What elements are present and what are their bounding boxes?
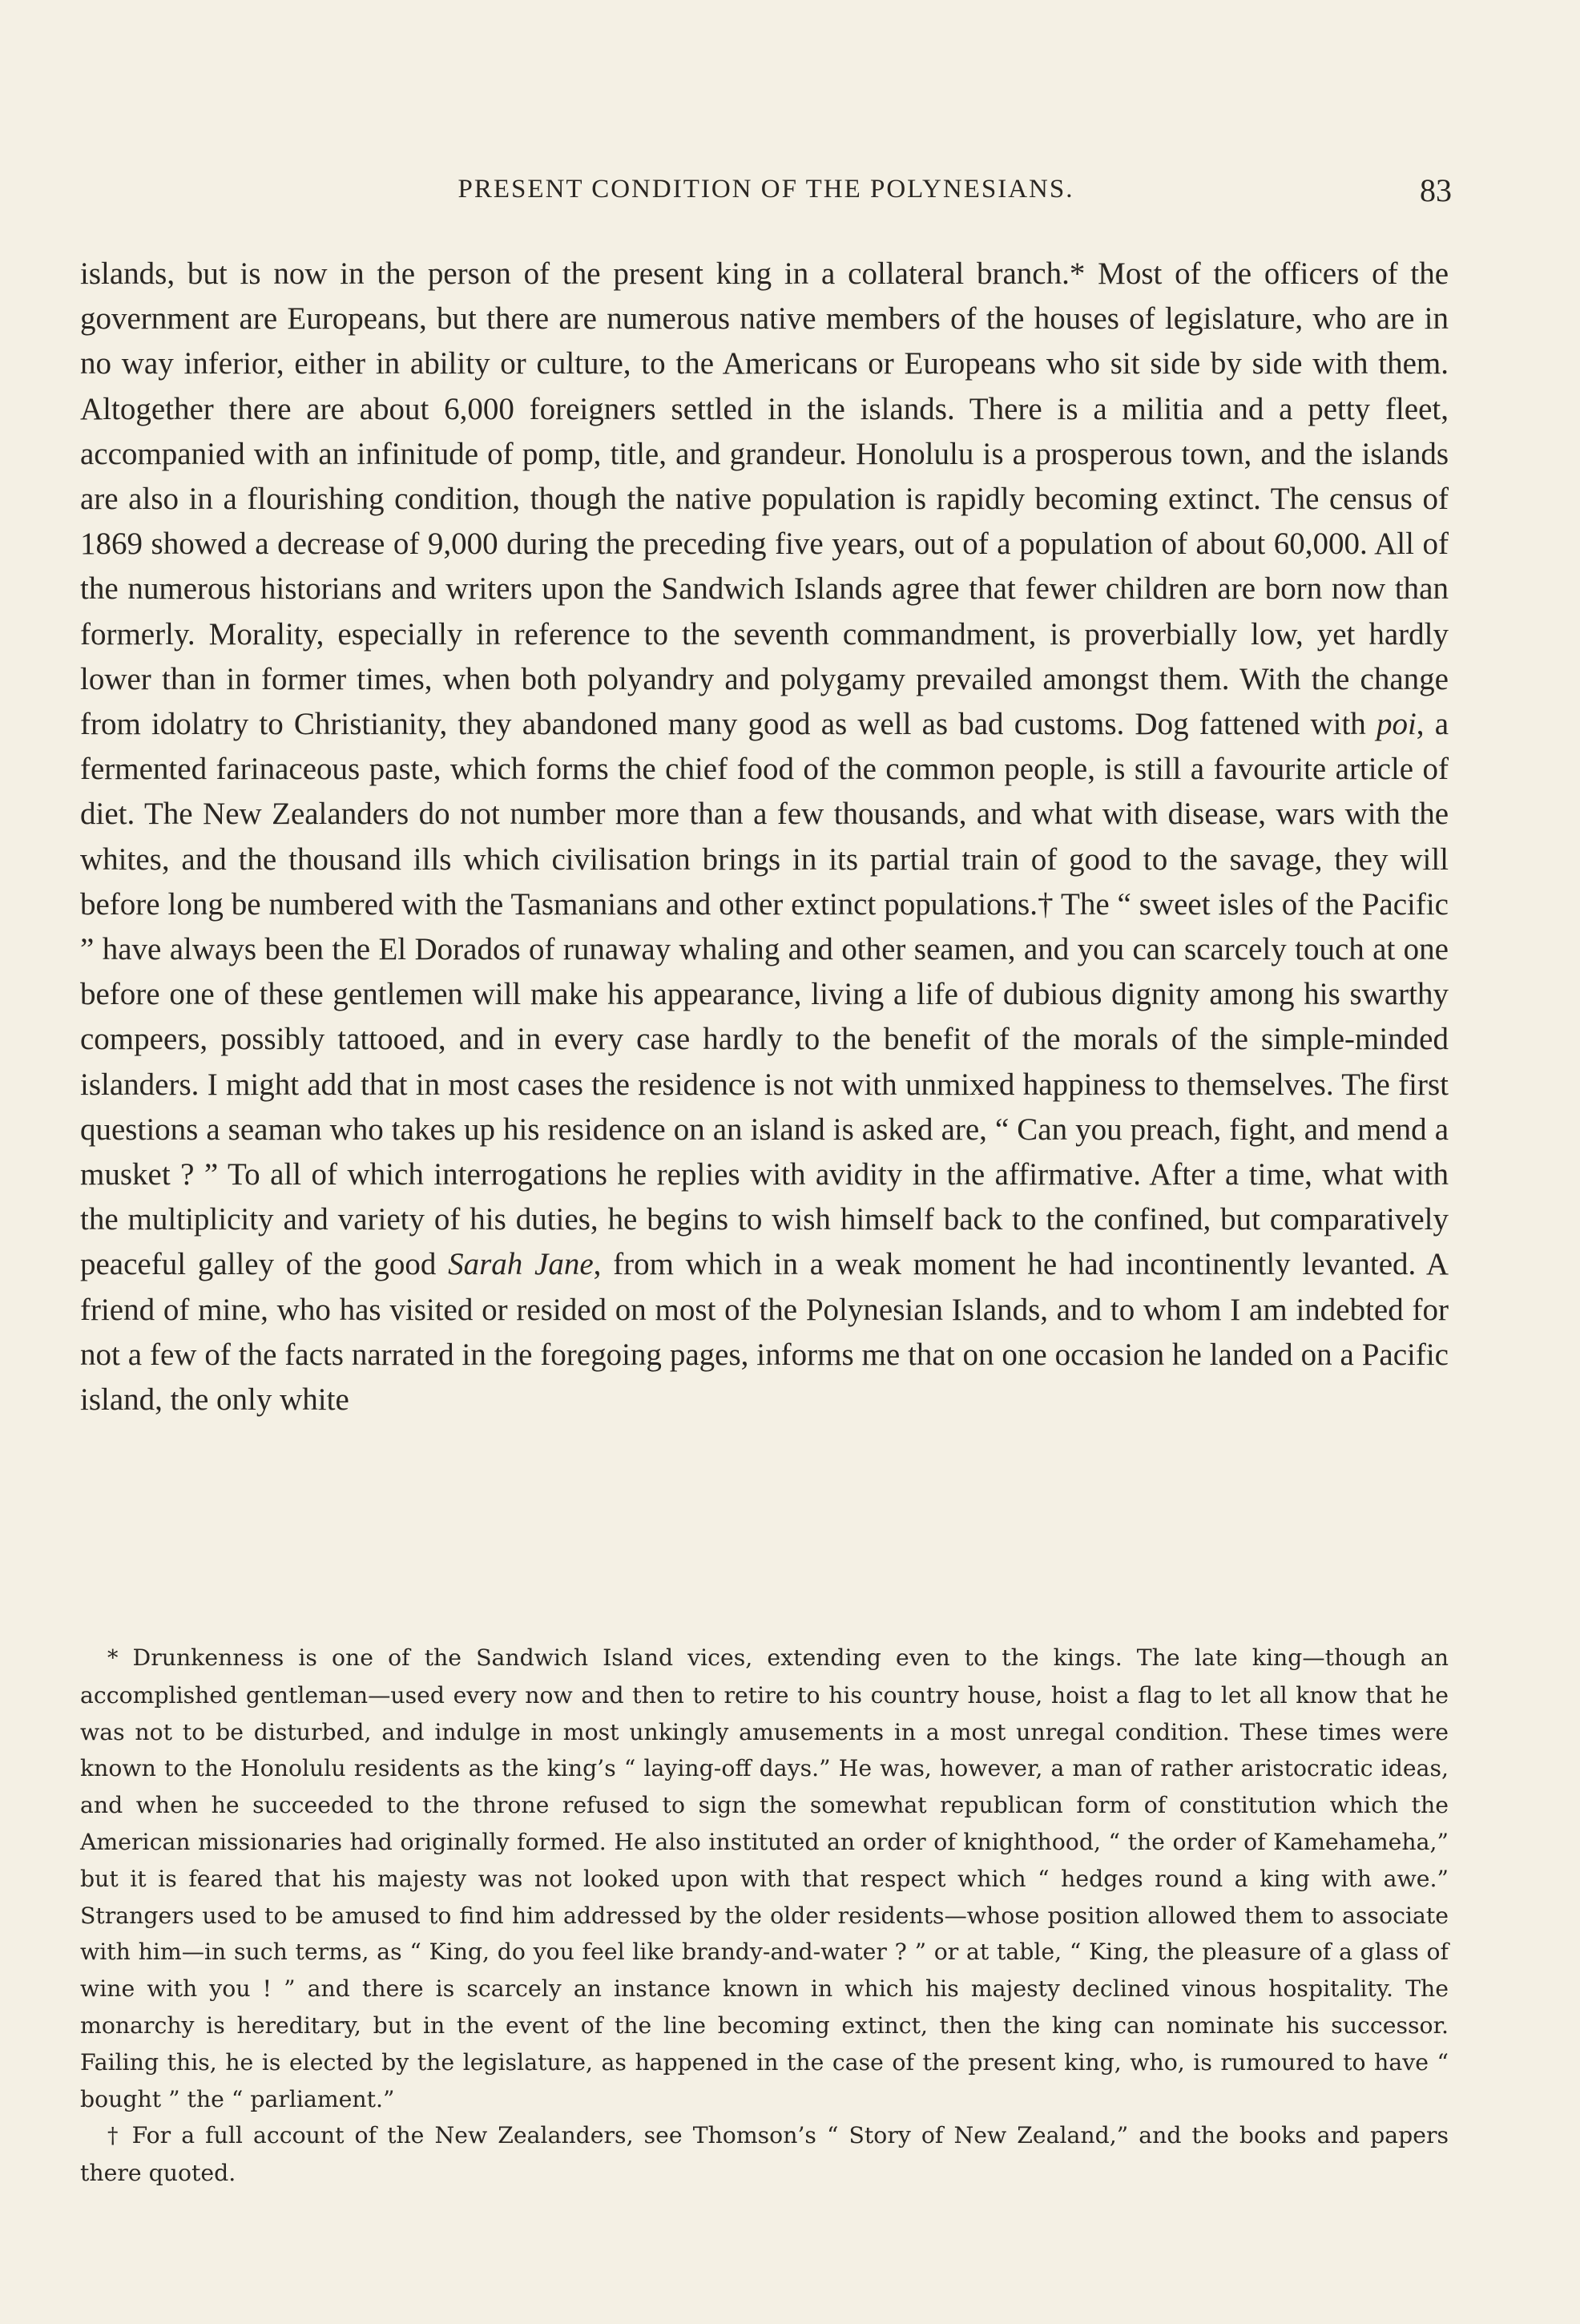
footnote-2 xyxy=(80,2117,1449,2192)
body-text-part-2: , a fermented farinaceous paste, which forms the chief food of the common people, is still a favourite article of diet. The New Zealanders do not number more than a few thousands, and what with disease, wars with the whites, and the thousand ills which civilisation brings in its partial train of good to the savage, they will before long be numbered with the Tasmanians and other extinct populations.† The “ sweet isles of the Pacific ” have always been the El Dorados of runaway whaling and other seamen, and you can scarcely touch at one before one of these gentlemen will make his appearance, living a life of dubious dignity among his swarthy compeers, possibly tattooed, and in every case hardly to the benefit of the morals of the simple-minded islanders. I might add that in most cases the residence is not with unmixed happiness to themselves. The first questions a seaman who takes up his residence on an island is asked are, “ Can you preach, fight, and mend a musket ? ” To all of which interrogations he replies with avidity in the affirmative. After a time, what with the multiplicity and variety of his duties, he begins to wish himself back to the confined, but comparatively peaceful galley of the good xyxy=(80,707,1449,1282)
footnote-mark: † xyxy=(107,2124,122,2149)
footnote-mark: * xyxy=(107,1646,119,1671)
body-text-part-1: islands, but is now in the person of the present king in a collateral branch.* Most of the officers of the government are Europeans, but there are numerous native members of the houses of legislature, who are in no way inferior, either in ability or culture, to the Americans or Europeans who sit side by side with them. Altogether there are about 6,000 foreigners settled in the islands. There is a militia and a petty fleet, accompanied with an infinitude of pomp, title, and grandeur. Honolulu is a prosperous town, and the islands are also in a flourishing condition, though the native population is rapidly becoming extinct. The census of 1869 showed a decrease of 9,000 during the preceding five years, out of a population of about 60,000. All of the numerous historians and writers upon the Sandwich Islands agree that fewer children are born now than formerly. Morality, especially in reference to the seventh commandment, is proverbially low, yet hardly lower than in former times, when both polyandry and polygamy prevailed amongst them. With the change from idolatry to Christianity, they abandoned many good as well as bad customs. Dog fattened with xyxy=(80,256,1449,742)
page-number: 83 xyxy=(1420,172,1452,208)
footnote-text: Drunkenness is one of the Sandwich Island vices, extending even to the kings. The late king—though an accomplished gentleman—used every now and then to retire to his country house, hoist a flag to let all know that he was not to be disturbed, and indulge in most unkingly amusements in a most unregal condition. These times were known to the Honolulu residents as the king’s “ laying-off days.” He was, however, a man of rather aristocratic ideas, and when he succeeded to the throne refused to sign the somewhat republican form of constitution which the American missionaries had originally formed. He also instituted an order of knighthood, “ the order of Kamehameha,” but it is feared that his majesty was not looked upon with that respect which “ hedges round a king with awe.” Strangers used to be amused to find him addressed by the older residents—whose position allowed them to associate with him—in such terms, as “ King, do you feel like brandy-and-water ? ” or at table, “ King, the pleasure of a glass of wine with you ! ” and there is scarcely an instance known in which his majesty declined vinous hospitality. The monarchy is hereditary, but in the event of the line becoming extinct, then the king can nominate his successor. Failing this, he is elected by the legislature, as happened in the case of the present king, who, is rumoured to have “ bought ” the “ parliament.” xyxy=(80,1644,1449,2112)
main-text xyxy=(80,252,1449,1422)
body-paragraph xyxy=(80,252,1449,1422)
footnotes xyxy=(80,1640,1449,2192)
italic-ship-name: Sarah Jane xyxy=(448,1247,594,1282)
running-header xyxy=(80,172,1452,215)
italic-term-poi: poi xyxy=(1376,707,1417,742)
body-text-part-3: , from which in a weak moment he had incontinently levanted. A friend of mine, who has visited or resided on most of the Polynesian Islands, and to whom I am indebted for not a few of the facts narrated in the foregoing pages, informs me that on one occasion he landed on a Pacific island, the only white xyxy=(80,1247,1449,1418)
footnote-1 xyxy=(80,1640,1449,2117)
footnote-text: For a full account of the New Zealanders, see Thomson’s “ Story of New Zealand,” and the books and papers there quoted. xyxy=(80,2122,1449,2187)
running-title: PRESENT CONDITION OF THE POLYNESIANS. xyxy=(457,175,1074,204)
